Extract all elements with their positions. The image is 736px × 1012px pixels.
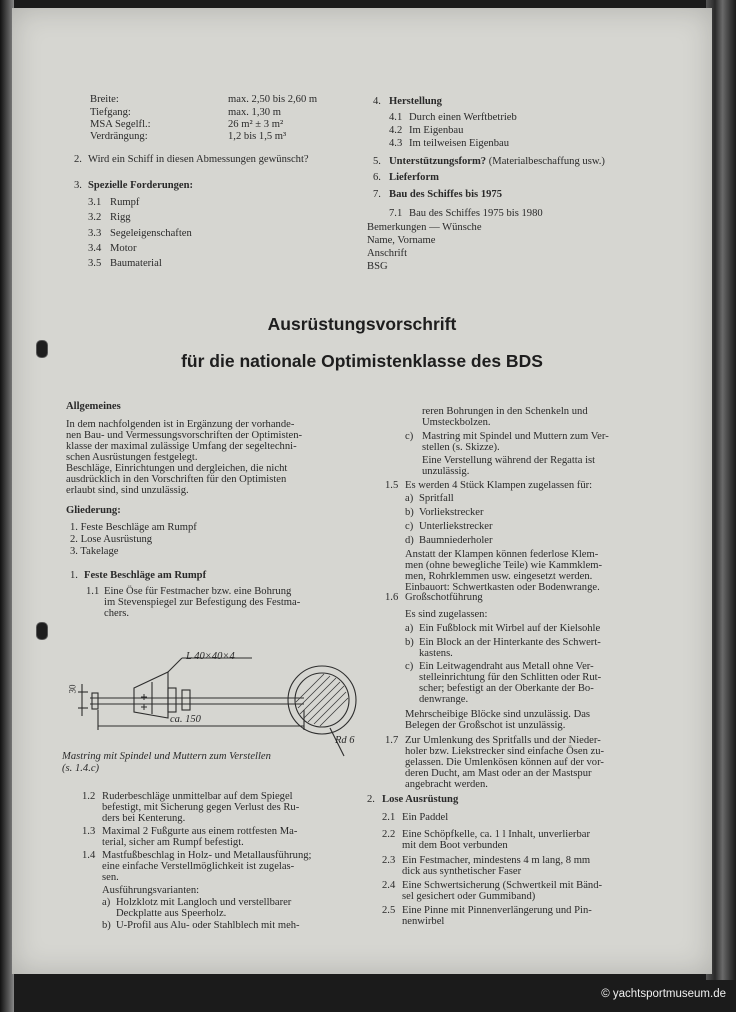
text-line: Mastfußbeschlag in Holz- und Metallausführung;	[102, 850, 312, 861]
profile-label: L 40×40×4	[186, 651, 235, 662]
text-line: Belegen der Großschot ist unzulässig.	[405, 720, 566, 731]
item-number: 2.	[74, 154, 82, 165]
text-line: dick aus synthetischer Faser	[402, 866, 522, 877]
item-number: 1.4	[82, 850, 96, 861]
item-number: a)	[102, 897, 111, 908]
text-line: terial, sicher am Rumpf befestigt.	[102, 837, 244, 848]
question-text	[389, 156, 605, 169]
nut-shape	[168, 688, 176, 712]
leader-line	[168, 658, 182, 672]
spec-value: max. 1,30 m	[228, 107, 281, 118]
item-number: 1.1	[86, 586, 100, 597]
paragraph	[102, 826, 297, 848]
text-line: Eine Schwertsicherung (Schwertkeil mit Bänd-	[402, 880, 603, 891]
item-number: b)	[405, 637, 414, 648]
item-number: 4.3	[389, 138, 403, 149]
spec-value: 26 m² ± 3 m²	[228, 119, 284, 130]
question-rest: (Materialbeschaffung usw.)	[488, 156, 605, 167]
text-line: ders bei Kenterung.	[102, 813, 186, 824]
document-page	[12, 8, 712, 974]
text-line: Mehrscheibige Blöcke sind unzulässig. Das	[405, 709, 591, 720]
item-number: 2.4	[382, 880, 396, 891]
text-line: schen Ausrüstungen festgelegt.	[66, 452, 198, 463]
paragraph	[102, 850, 311, 883]
text-line: Ein Block an der Hinterkante des Schwert-	[419, 637, 601, 648]
text-line: denwrange.	[419, 694, 469, 705]
list-item: Im teilweisen Eigenbau	[409, 138, 510, 149]
item-number: 7.1	[389, 208, 403, 219]
text-line: kastens.	[419, 648, 453, 659]
item-number: 1.5	[385, 480, 399, 491]
text-line: U-Profil aus Alu- oder Stahlblech mit meh-	[116, 920, 300, 931]
list-item: 2. Lose Ausrüstung	[70, 534, 153, 545]
text-line: Ein Leitwagendraht aus Metall ohne Ver-	[419, 661, 594, 672]
subheading: Es sind zugelassen:	[405, 609, 488, 620]
text-line: Eine Verstellung während der Regatta ist	[422, 455, 596, 466]
text-line: holer bzw. Liekstrecker sind einfache Ösen zu-	[405, 746, 605, 757]
text-line: Ein Fußblock mit Wirbel auf der Kielsohle	[419, 623, 601, 634]
spec-label: Tiefgang:	[90, 107, 131, 118]
text-line: unzulässig.	[422, 466, 470, 477]
list-item: Unterliekstrecker	[419, 521, 493, 532]
text-line: Umsteckbolzen.	[422, 417, 491, 428]
paragraph	[402, 880, 602, 902]
spec-label: Breite:	[90, 94, 119, 105]
item-number: 2.5	[382, 905, 396, 916]
figure-caption	[62, 751, 271, 775]
text-line: Ein Paddel	[402, 812, 449, 823]
height-dimension: 30	[67, 684, 78, 694]
text-line: men, Rohrklemmen usw. eingesetzt werden.	[405, 571, 593, 582]
text-line: stelleinrichtung für den Schlitten oder Rut-	[419, 672, 602, 683]
paragraph	[422, 406, 588, 428]
text-line: eine einfache Verstellmöglichkeit ist zugelas-	[102, 861, 295, 872]
text-line: Ein Festmacher, mindestens 4 m lang, 8 mm	[402, 855, 591, 866]
item-number: 4.	[373, 96, 381, 107]
list-item: Spritfall	[419, 493, 454, 504]
paragraph	[422, 431, 609, 453]
section-title: Lose Ausrüstung	[382, 794, 459, 805]
item-number: 1.3	[82, 826, 96, 837]
item-number: 4.2	[389, 125, 403, 136]
subheading: Ausführungsvarianten:	[102, 885, 200, 896]
item-number: 3.3	[88, 228, 102, 239]
item-number: 2.1	[382, 812, 396, 823]
form-line: Name, Vorname	[367, 235, 436, 246]
list-item: 3. Takelage	[70, 546, 119, 557]
list-item: Motor	[110, 243, 137, 254]
form-line: Anschrift	[367, 248, 408, 259]
item-number: 1.6	[385, 592, 399, 603]
section-title: Feste Beschläge am Rumpf	[84, 570, 207, 581]
diameter-label: Rd 6	[335, 735, 355, 746]
list-item: Rigg	[110, 212, 131, 223]
list-item: 1. Feste Beschläge am Rumpf	[70, 522, 197, 533]
text-line: Es werden 4 Stück Klampen zugelassen für:	[405, 480, 593, 491]
text-line: im Stevenspiegel zur Befestigung des Festma-	[104, 597, 301, 608]
question-text: Wird ein Schiff in diesen Abmessungen gewünscht?	[88, 154, 309, 165]
paragraph	[104, 586, 300, 619]
item-number: 1.	[70, 570, 78, 581]
list-item: Vorliekstrecker	[419, 507, 484, 518]
paragraph	[419, 637, 601, 659]
list-item: Baumaterial	[110, 258, 162, 269]
paragraph	[405, 549, 602, 593]
text-line: stellen (s. Skizze).	[422, 442, 500, 453]
section-title: Herstellung	[389, 96, 442, 107]
item-number: 3.2	[88, 212, 102, 223]
text-line: scher; befestigt an der Oberkante der Bo-	[419, 683, 594, 694]
text-line: sen.	[102, 872, 119, 883]
drawing-marks	[141, 694, 147, 710]
item-number: 5.	[373, 156, 381, 167]
item-number: 2.2	[382, 829, 396, 840]
text-line: Eine Öse für Festmacher bzw. eine Bohrung	[104, 586, 292, 597]
section-title: Unterstützungsform?	[389, 156, 487, 167]
caption-line: (s. 1.4.c)	[62, 763, 100, 774]
item-number: b)	[102, 920, 111, 931]
item-number: a)	[405, 623, 414, 634]
list-item: Bau des Schiffes 1975 bis 1980	[409, 208, 543, 219]
text-line: mit dem Boot verbunden	[402, 840, 508, 851]
form-line: BSG	[367, 261, 388, 272]
paragraph	[402, 855, 590, 877]
text-line: Mastring mit Spindel und Muttern zum Ver-	[422, 431, 609, 442]
item-number: 3.	[74, 180, 82, 191]
spec-value: max. 2,50 bis 2,60 m	[228, 94, 318, 105]
section-title: Gliederung:	[66, 505, 121, 516]
paragraph	[422, 455, 595, 477]
text-line: Eine Pinne mit Pinnenverlängerung und Pin-	[402, 905, 592, 916]
item-number: 1.7	[385, 735, 399, 746]
caption-line: Mastring mit Spindel und Muttern zum Verstellen	[62, 751, 271, 762]
item-number: 4.1	[389, 112, 403, 123]
text-line: reren Bohrungen in den Schenkeln und	[422, 406, 588, 417]
paragraph	[116, 897, 291, 919]
item-number: 3.5	[88, 258, 102, 269]
spec-label: Verdrängung:	[90, 131, 148, 142]
list-item: Segeleigenschaften	[110, 228, 192, 239]
text-line: nen Bau- und Vermessungsvorschriften der Optimisten-	[66, 430, 303, 441]
text-line: Einbauort: Schwertkasten oder Bodenwrange.	[405, 582, 600, 593]
section-title: Allgemeines	[66, 401, 121, 412]
spec-label: MSA Segelfl.:	[90, 119, 151, 130]
text-line: In dem nachfolgenden ist in Ergänzung der vorhande-	[66, 419, 295, 430]
washer-shape	[92, 693, 98, 709]
text-line: Deckplatte aus Speerholz.	[116, 908, 227, 919]
text-line: Eine Schöpfkelle, ca. 1 l Inhalt, unverlierbar	[402, 829, 590, 840]
text-line: klasse der maximal zulässige Umfang der segeltechni-	[66, 441, 297, 452]
text-line: sel gesichert oder Gummiband)	[402, 891, 536, 902]
paragraph	[402, 829, 590, 851]
item-number: c)	[405, 521, 414, 532]
list-item: Durch einen Werftbetrieb	[409, 112, 517, 123]
paragraph	[405, 735, 604, 790]
spec-value: 1,2 bis 1,5 m³	[228, 131, 287, 142]
length-dimension: ca. 150	[170, 714, 201, 725]
item-number: d)	[405, 535, 414, 546]
list-item: Rumpf	[110, 197, 140, 208]
paragraph	[419, 661, 601, 705]
text-line: Ruderbeschläge unmittelbar auf dem Spiegel	[102, 791, 293, 802]
text-line: Maximal 2 Fußgurte aus einem rottfesten Ma-	[102, 826, 298, 837]
form-line: Bemerkungen — Wünsche	[367, 222, 482, 233]
text-line: chers.	[104, 608, 129, 619]
text-line: gelassen. Die Umlenkösen können auf der vor-	[405, 757, 604, 768]
profile-shape	[134, 672, 168, 718]
text-line: angebracht werden.	[405, 779, 488, 790]
text-line: Beschläge, Einrichtungen und dergleichen, die nicht	[66, 463, 288, 474]
copyright-watermark: © yachtsportmuseum.de	[601, 988, 726, 1000]
text-line: ausdrücklich in den Vorschriften für den Optimisten	[66, 474, 287, 485]
paragraph	[102, 791, 299, 824]
text-line: nenwirbel	[402, 916, 445, 927]
item-number: 3.4	[88, 243, 102, 254]
text-line: befestigt, mit Sicherung gegen Verlust des Ru-	[102, 802, 300, 813]
nut-shape	[182, 690, 190, 710]
item-number: c)	[405, 431, 414, 442]
text-line: Anstatt der Klampen können federlose Klem-	[405, 549, 599, 560]
item-number: a)	[405, 493, 414, 504]
text-line: Zur Umlenkung des Spritfalls und der Nieder-	[405, 735, 601, 746]
item-number: 3.1	[88, 197, 102, 208]
section-title: Spezielle Forderungen:	[88, 180, 194, 191]
text-line: Großschotführung	[405, 592, 483, 603]
text-line: deren Ducht, am Mast oder an der Mastspur	[405, 768, 592, 779]
mastring-drawing	[72, 648, 372, 758]
list-item: Baumniederholer	[419, 535, 493, 546]
text-line: erlaubt sind, sind unzulässig.	[66, 485, 189, 496]
paragraph-general	[66, 419, 302, 496]
page-title: Ausrüstungsvorschrift	[267, 314, 457, 334]
text-line: Holzklotz mit Langloch und verstellbarer	[116, 897, 292, 908]
paragraph	[405, 709, 590, 731]
item-number: b)	[405, 507, 414, 518]
item-number: 7.	[373, 189, 381, 200]
item-number: 6.	[373, 172, 381, 183]
section-title: Bau des Schiffes bis 1975	[389, 189, 503, 200]
text-line: men (ohne bewegliche Teile) wie Kammklem-	[405, 560, 603, 571]
punch-hole-bottom	[36, 622, 48, 640]
item-number: 2.	[367, 794, 375, 805]
item-number: c)	[405, 661, 414, 672]
item-number: 2.3	[382, 855, 396, 866]
item-number: 1.2	[82, 791, 96, 802]
paragraph	[402, 905, 592, 927]
list-item: Im Eigenbau	[409, 125, 464, 136]
page-subtitle: für die nationale Optimistenklasse des BDS	[181, 351, 543, 371]
section-title: Lieferform	[389, 172, 439, 183]
